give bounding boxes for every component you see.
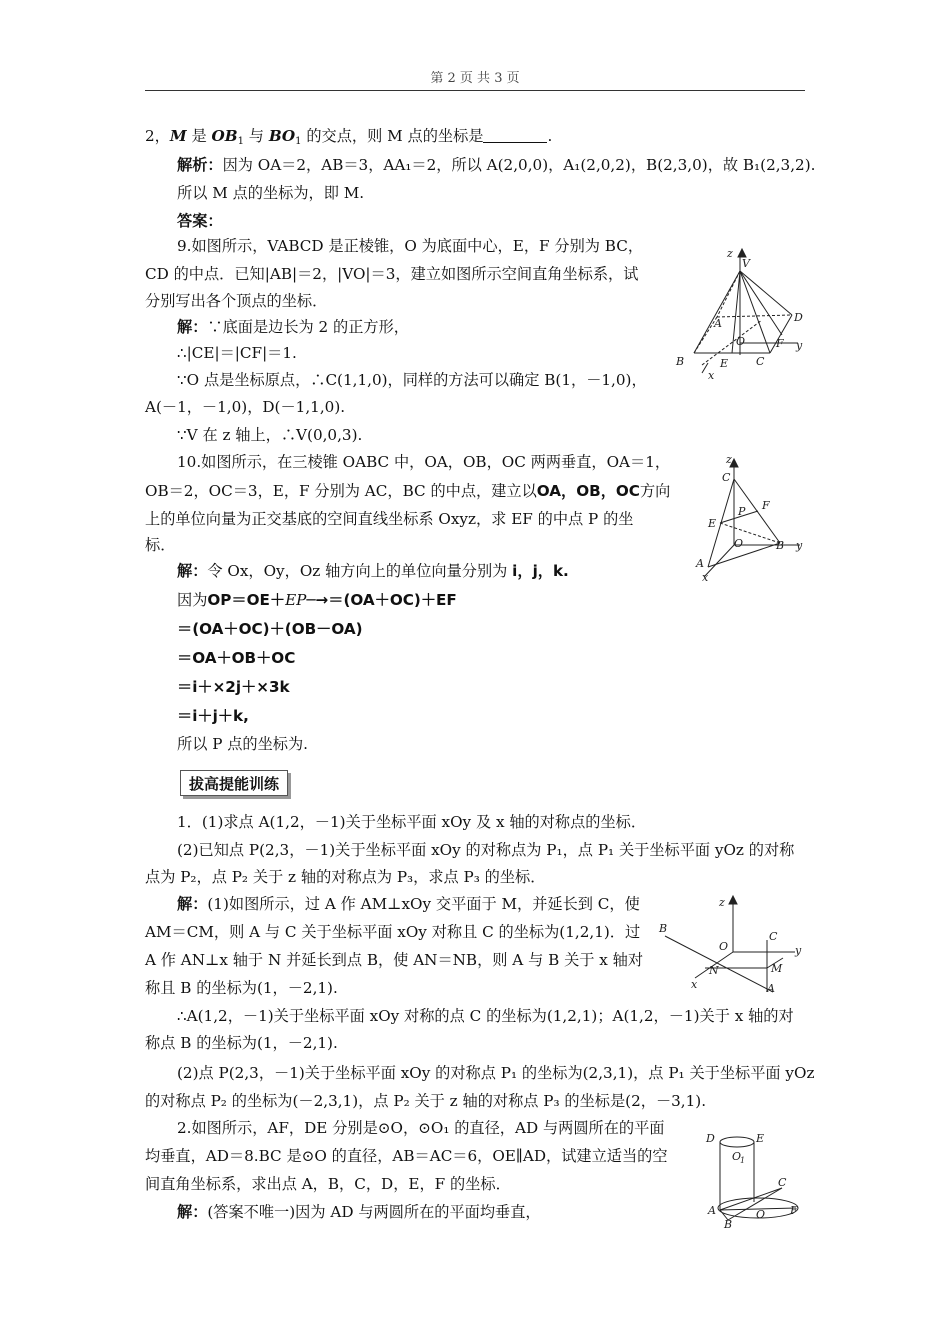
- ex2-sol1: 解：(答案不唯一)因为 AD 与两圆所在的平面均垂直，: [177, 1203, 541, 1221]
- ex1-sol4: 称且 B 的坐标为(1，－2,1).: [145, 979, 338, 997]
- fig1-label: V: [742, 257, 750, 270]
- fig1-label: B: [676, 355, 685, 368]
- fig3-label: N: [709, 964, 719, 977]
- fig3-label: z: [719, 896, 725, 909]
- section-title: 拔高提能训练: [188, 775, 279, 793]
- q9-line1: 9.如图所示，VABCD 是正棱锥，O 为底面中心，E，F 分别为 BC，: [177, 237, 644, 255]
- fig2-label: y: [796, 539, 803, 552]
- fig3-label: C: [769, 930, 778, 943]
- ex1-line2: (2)已知点 P(2,3，－1)关于坐标平面 xOy 的对称点为 P₁，点 P₁ 关于坐标平面 yOz 的对称: [177, 841, 795, 859]
- fig2-label: O: [734, 537, 744, 550]
- fig2-label: z: [726, 455, 732, 466]
- fig1-label: O: [736, 335, 746, 348]
- fig3-label: M: [771, 962, 783, 975]
- fig2-label: B: [776, 539, 785, 552]
- fig1-label: A: [714, 317, 722, 330]
- q9-line2: CD 的中点．已知|AB|＝2，|VO|＝3，建立如图所示空间直角坐标系，试: [145, 265, 639, 283]
- fig4-label: D: [706, 1132, 715, 1145]
- q8-solution-line2: 所以 M 点的坐标为，即 M.: [177, 184, 365, 202]
- ex1-line3: 点为 P₂，点 P₂ 关于 z 轴的对称点为 P₃，求点 P₃ 的坐标．: [145, 868, 546, 886]
- ex1-line1: 1．(1)求点 A(1,2，－1)关于坐标平面 xOy 及 x 轴的对称点的坐标．: [177, 813, 647, 831]
- q10-line2: OB＝2，OC＝3，E，F 分别为 AC，BC 的中点，建立以OA，OB，OC方向: [145, 482, 671, 500]
- fig3-label: y: [795, 944, 802, 957]
- ex1-sol8: 的对称点 P₂ 的坐标为(－2,3,1)，点 P₂ 关于 z 轴的对称点 P₃ 的坐标是(2，－3,1).: [145, 1092, 707, 1110]
- ex1-sol6: 称点 B 的坐标为(1，－2,1).: [145, 1034, 338, 1052]
- q8-answer-label: 答案：: [177, 212, 223, 230]
- tetrahedron-figure: [692, 455, 810, 585]
- ex2-line1: 2.如图所示，AF，DE 分别是⊙O，⊙O₁ 的直径，AD 与两圆所在的平面: [177, 1119, 665, 1137]
- fig2-label: P: [738, 505, 746, 518]
- fig4-label: A: [708, 1204, 716, 1217]
- ex1-sol7: (2)点 P(2,3，－1)关于坐标平面 xOy 的对称点 P₁ 的坐标为(2,3,1)，点 P₁ 关于坐标平面 yOz: [177, 1064, 815, 1082]
- q9-sol4: A(－1，－1,0)，D(－1,1,0).: [145, 398, 346, 416]
- fig4-label: C: [778, 1176, 787, 1189]
- q10-sol1: 解：令 Ox，Oy，Oz 轴方向上的单位向量分别为 i，j，k.: [177, 562, 569, 580]
- ex1-sol1: 解：(1)如图所示，过 A 作 AM⊥xOy 交平面于 M，并延长到 C，使: [177, 895, 640, 913]
- q10-sol7: 所以 P 点的坐标为.: [177, 735, 309, 753]
- pyramid-figure: [672, 245, 812, 385]
- fig3-label: O: [719, 940, 729, 953]
- ex1-sol5: ∴A(1,2，－1)关于坐标平面 xOy 对称的点 C 的坐标为(1,2,1)；A(1,2，－1)关于 x 轴的对: [177, 1007, 794, 1025]
- fig1-label: E: [720, 357, 729, 370]
- fig2-label: F: [762, 499, 770, 512]
- ex2-line3: 间直角坐标系，求出点 A，B，C，D，E，F 的坐标．: [145, 1175, 511, 1193]
- fig1-label: y: [796, 339, 803, 352]
- fig4-label: E: [756, 1132, 765, 1145]
- section-banner: [180, 770, 292, 798]
- q9-sol1: 解：∵底面是边长为 2 的正方形，: [177, 318, 409, 336]
- fig2-label: A: [696, 557, 704, 570]
- q10-line3: 上的单位向量为正交基底的空间直线坐标系 Oxyz，求 EF 的中点 P 的坐: [145, 510, 634, 528]
- q10-sol6: ＝i＋j＋k,: [177, 707, 249, 725]
- page-number: 第 2 页 共 3 页: [430, 71, 520, 86]
- q10-sol3: ＝(OA＋OC)＋(OB－OA): [177, 620, 363, 638]
- fig2-label: E: [708, 517, 717, 530]
- fig1-label: z: [727, 247, 733, 260]
- symmetry-figure: [655, 892, 810, 994]
- q8-solution: 解析：因为 OA＝2，AB＝3，AA₁＝2，所以 A(2,0,0)，A₁(2,0,2)，B(2,3,0)，故 B₁(2,3,2).: [177, 156, 816, 174]
- q10-line4: 标．: [145, 536, 176, 554]
- q8-question: 2，M 是 $OB_1$ 与 $BO_1$ 的交点，则 M 点的坐标是 .: [145, 127, 553, 147]
- fig1-label: F: [776, 337, 784, 350]
- q10-sol5: ＝i＋×2j＋×3k: [177, 678, 290, 696]
- fig4-label: O: [732, 1150, 742, 1163]
- fig1-label: x: [708, 369, 715, 382]
- ex1-sol2: AM＝CM，则 A 与 C 关于坐标平面 xOy 对称且 C 的坐标为(1,2,1)．过: [145, 923, 641, 941]
- fig4-label: B: [724, 1218, 733, 1230]
- q10-line1: 10.如图所示，在三棱锥 OABC 中，OA，OB，OC 两两垂直，OA＝1，: [177, 453, 671, 471]
- fig3-label: x: [691, 978, 698, 991]
- q10-sol4: ＝OA＋OB＋OC: [177, 649, 296, 667]
- cylinder-figure: [700, 1130, 805, 1230]
- fig1-label: C: [756, 355, 765, 368]
- fig4-label: O: [756, 1208, 766, 1221]
- q9-line3: 分别写出各个顶点的坐标．: [145, 292, 328, 310]
- fig4-label: 1: [740, 1156, 746, 1165]
- q10-sol2: 因为OP＝OE＋EP─→＝(OA＋OC)＋EF: [177, 591, 457, 609]
- fig2-label: C: [722, 471, 731, 484]
- fig4-label: F: [790, 1204, 798, 1217]
- ex2-line2: 均垂直，AD＝8.BC 是⊙O 的直径，AB＝AC＝6，OE∥AD，试建立适当的空: [145, 1147, 668, 1165]
- fig3-label: A: [767, 982, 775, 994]
- fig2-label: x: [702, 571, 709, 584]
- q9-sol5: ∵V 在 z 轴上，∴V(0,0,3).: [177, 426, 363, 444]
- answer-blank: [483, 128, 547, 143]
- fig1-label: D: [794, 311, 803, 324]
- page-header: [145, 64, 805, 91]
- ex1-sol3: A 作 AN⊥x 轴于 N 并延长到点 B，使 AN＝NB，则 A 与 B 关于 x 轴对: [145, 951, 644, 969]
- q9-sol2: ∴|CE|＝|CF|＝1.: [177, 344, 297, 362]
- fig3-label: B: [659, 922, 668, 935]
- q9-sol3: ∵O 点是坐标原点，∴C(1,1,0)，同样的方法可以确定 B(1，－1,0)，: [177, 371, 647, 389]
